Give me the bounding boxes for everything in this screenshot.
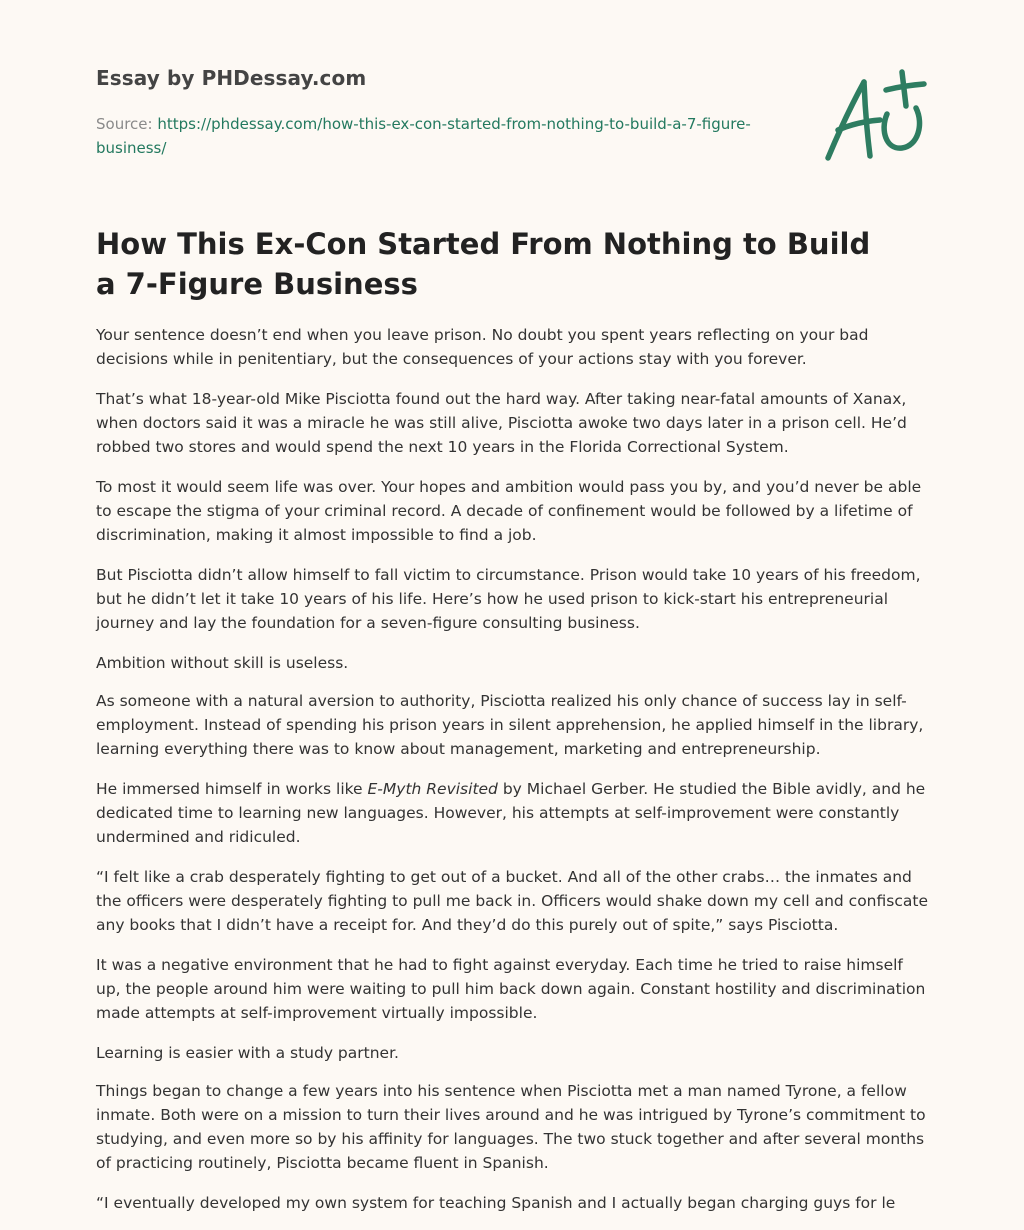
paragraph: That’s what 18-year-old Mike Pisciotta found out the hard way. After taking near-fatal amounts of Xanax, when doctors said it was a miracle he was still alive, Pisciotta awoke two days later in a prison cell. He’d robbed two stores and would spend the next 10 years in the Florida Correctional System. (96, 390, 907, 456)
article-body (96, 323, 932, 1230)
section-subheading: Learning is easier with a study partner. (96, 1044, 399, 1062)
site-brand: Essay by PHDessay.com (96, 66, 367, 90)
source-label: Source: (96, 115, 153, 133)
source-link[interactable]: https://phdessay.com/how-this-ex-con-started-from-nothing-to-build-a-7-figure-business/ (96, 115, 751, 157)
article-title: How This Ex-Con Started From Nothing to Build a 7-Figure Business (96, 227, 871, 301)
paragraph-text: by Michael Gerber. He studied the Bible avidly, and he dedicated time to learning new languages. However, his attempts at self-improvement were constantly undermined and ridiculed. (96, 780, 926, 846)
paragraph: It was a negative environment that he had to fight against everyday. Each time he tried to raise himself up, the people around him were waiting to pull him back down again. Constant hostility and discrimination made attempts at self-improvement virtually impossible. (96, 956, 926, 1022)
paragraph: But Pisciotta didn’t allow himself to fall victim to circumstance. Prison would take 10 years of his freedom, but he didn’t let it take 10 years of his life. Here’s how he used prison to kick-start his entrepreneurial journey and lay the foundation for a seven-figure consulting business. (96, 566, 921, 632)
paragraph: Your sentence doesn’t end when you leave prison. No doubt you spent years reflecting on your bad decisions while in penitentiary, but the consequences of your actions stay with you forever. (96, 326, 869, 368)
book-title: E-Myth Revisited (367, 780, 498, 798)
paragraph: As someone with a natural aversion to authority, Pisciotta realized his only chance of success lay in self-employment. Instead of spending his prison years in silent apprehension, he applied himself in the library, learning everything there was to know about management, marketing and entrepreneurship. (96, 692, 924, 758)
quote-paragraph: “I eventually developed my own system for teaching Spanish and I actually began charging guys for le (96, 1194, 896, 1212)
a-plus-logo-icon (818, 66, 930, 166)
source-line (96, 112, 776, 160)
paragraph: To most it would seem life was over. Your hopes and ambition would pass you by, and you’d never be able to escape the stigma of your criminal record. A decade of confinement would be followed by a lifetime of discrimination, making it almost impossible to find a job. (96, 478, 922, 544)
paragraph (96, 777, 932, 849)
section-subheading: Ambition without skill is useless. (96, 654, 349, 672)
paragraph: Things began to change a few years into his sentence when Pisciotta met a man named Tyrone, a fellow inmate. Both were on a mission to turn their lives around and he was intrigued by Tyrone’s commitment to studying, and even more so by his affinity for languages. The two stuck together and after several months of practicing routinely, Pisciotta became fluent in Spanish. (96, 1082, 926, 1172)
paragraph-text: He immersed himself in works like (96, 780, 368, 798)
quote-paragraph: “I felt like a crab desperately fighting to get out of a bucket. And all of the other crabs… the inmates and the officers were desperately fighting to pull me back in. Officers would shake down my cell and confiscate any books that I didn’t have a receipt for. And they’d do this purely out of spite,” says Pisciotta. (96, 868, 928, 934)
